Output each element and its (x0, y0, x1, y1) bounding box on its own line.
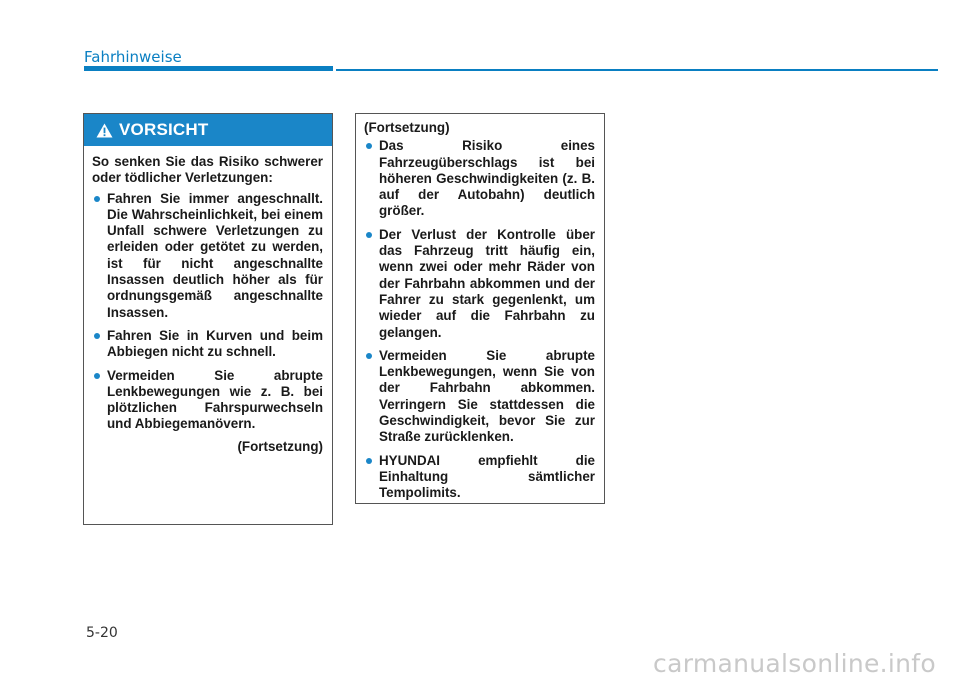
list-item: Vermeiden Sie abrupte Lenkbewegungen, wenn Sie von der Fahrbahn abkommen. Verringern Sie stattdessen die Geschwindigkeit, bevor Sie zur Straße zurücklenken. (364, 348, 595, 446)
bullet-dot (94, 196, 100, 202)
list-item: HYUNDAI empfiehlt die Einhaltung sämtlicher Tempolimits. (364, 453, 595, 502)
list-item: Vermeiden Sie abrupte Lenkbewegungen wie z. B. bei plötzlichen Fahrspurwechseln und Abbiegemanövern. (92, 368, 323, 433)
bullet-dot (366, 353, 372, 359)
caution-intro: So senken Sie das Risiko schwerer oder tödlicher Verletzungen: (92, 154, 323, 186)
warning-triangle-icon (96, 123, 113, 138)
bullet-dot (366, 143, 372, 149)
bullet-dot (94, 333, 100, 339)
page-number: 5-20 (86, 625, 118, 641)
bullet-dot (366, 232, 372, 238)
continuation-list (364, 138, 595, 501)
bullet-dot (366, 458, 372, 464)
continuation-box (355, 113, 605, 504)
bullet-dot (94, 373, 100, 379)
caution-content (84, 146, 332, 455)
list-item: Der Verlust der Kontrolle über das Fahrzeug tritt häufig ein, wenn zwei oder mehr Räder von der Fahrbahn abkommen und der Fahrer zu stark gegenlenkt, um wieder auf die Fahrbahn zu gelangen. (364, 227, 595, 341)
caution-box (83, 113, 333, 525)
caution-header (84, 114, 332, 146)
header-rule-thick (84, 66, 333, 71)
list-item: Fahren Sie immer angeschnallt. Die Wahrscheinlichkeit, bei einem Unfall schwere Verletzungen zu erleiden oder getötet zu werden, ist für nicht angeschnallte Insassen deutlich höher als für ordnungsgemäß angeschnallte Insassen. (92, 191, 323, 321)
section-title: Fahrhinweise (84, 48, 182, 66)
continuation-content (356, 114, 604, 502)
continued-label: (Fortsetzung) (237, 438, 323, 454)
continued-label: (Fortsetzung) (364, 120, 450, 135)
list-item: Fahren Sie in Kurven und beim Abbiegen nicht zu schnell. (92, 328, 323, 361)
list-item: Das Risiko eines Fahrzeugüberschlags ist bei höheren Geschwindigkeiten (z. B. auf der Autobahn) deutlich größer. (364, 138, 595, 219)
watermark: carmanualsonline.info (653, 649, 936, 678)
caution-title: VORSICHT (119, 120, 209, 139)
header-rule-thin (336, 69, 938, 71)
caution-list (92, 191, 323, 433)
